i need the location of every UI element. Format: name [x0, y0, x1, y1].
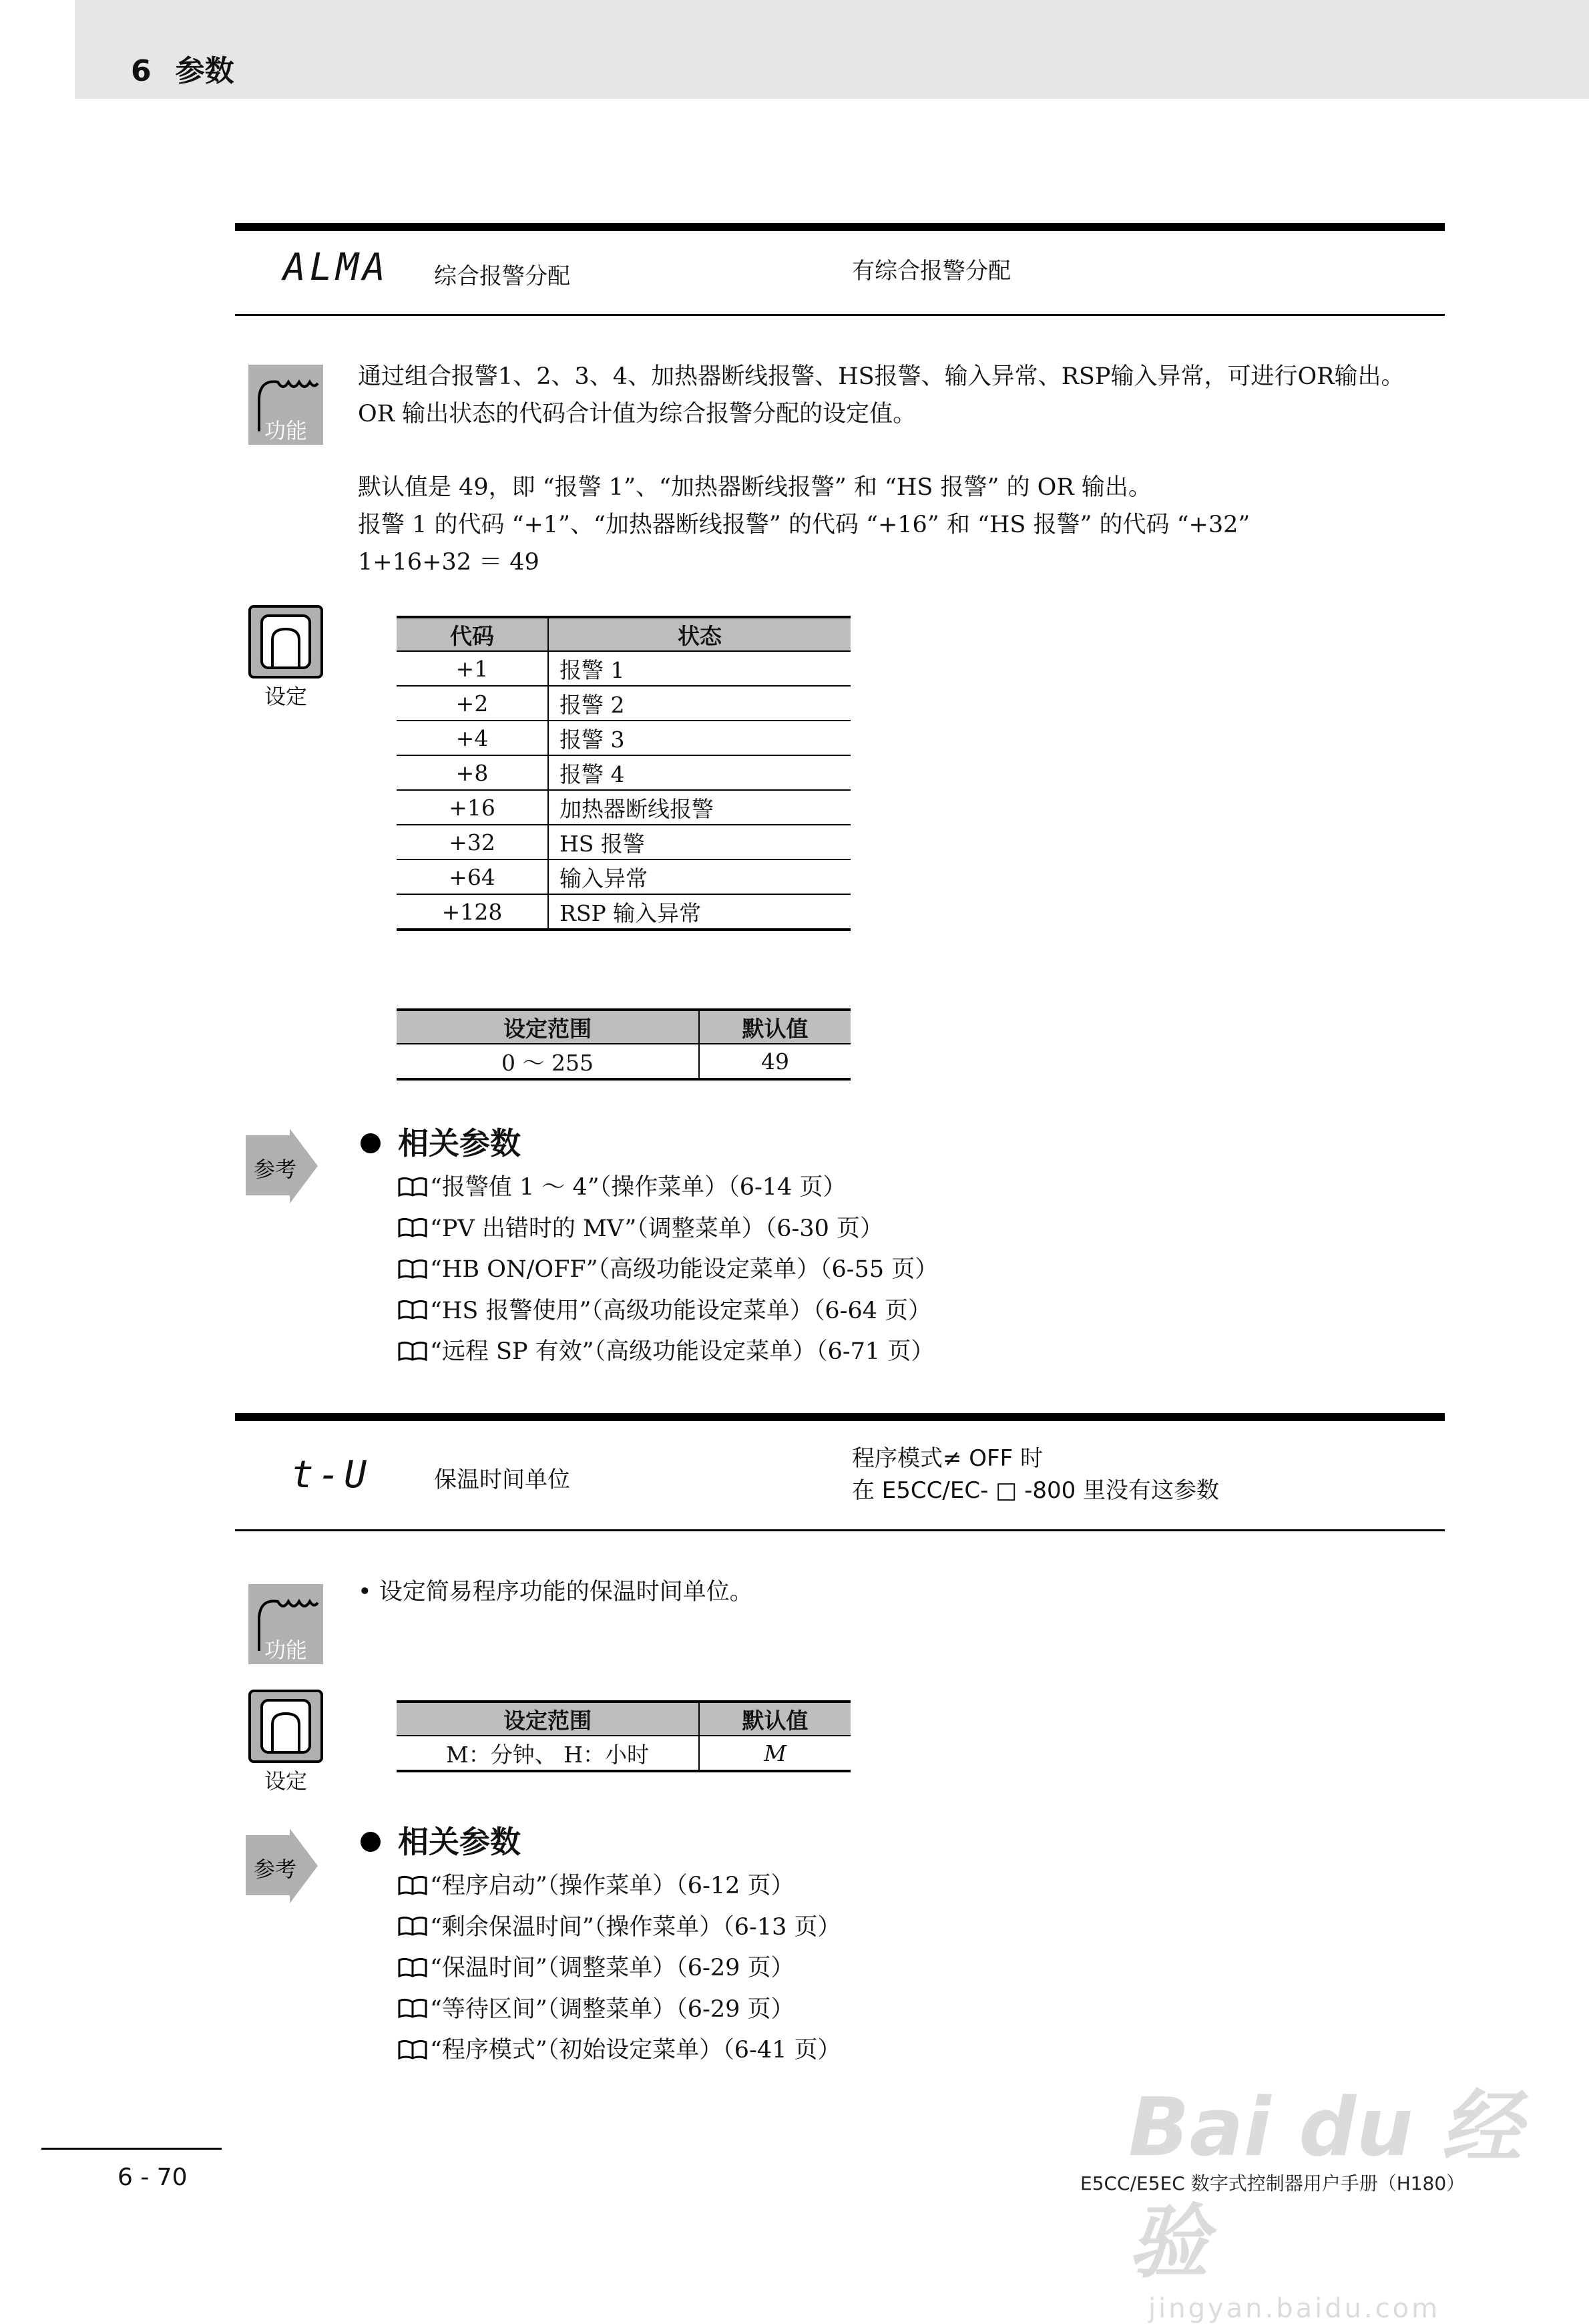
table-header-row	[397, 1702, 851, 1736]
table-row	[397, 825, 851, 859]
status-cell: 报警 1	[548, 651, 851, 686]
function-description: • 设定简易程序功能的保温时间单位。	[358, 1579, 753, 1605]
book-icon	[398, 1217, 427, 1237]
list-item[interactable]	[398, 1907, 841, 1949]
table-row	[397, 755, 851, 790]
condition-line: 程序模式≠ OFF 时	[852, 1445, 1043, 1472]
param-code-display: t-U	[291, 1453, 371, 1497]
code-cell: +64	[397, 859, 548, 894]
code-cell: +2	[397, 686, 548, 721]
default-cell: 49	[699, 1044, 851, 1079]
table-header-status: 状态	[548, 617, 851, 651]
status-cell: 报警 3	[548, 721, 851, 755]
table-header-default: 默认值	[699, 1010, 851, 1044]
code-cell: +8	[397, 755, 548, 790]
book-icon	[398, 2040, 427, 2060]
status-cell: HS 报警	[548, 825, 851, 859]
status-cell: RSP 输入异常	[548, 894, 851, 930]
related-list	[398, 1866, 841, 2072]
default-line: 报警 1 的代码 “+1”、“加热器断线报警” 的代码 “+16” 和 “HS 报警” 的代码 “+32”	[358, 512, 1251, 538]
condition-line: 在 E5CC/EC- □ -800 里没有这参数	[852, 1477, 1220, 1504]
table-header-range: 设定范围	[397, 1010, 699, 1044]
list-item[interactable]	[398, 2030, 841, 2072]
table-row	[397, 894, 851, 930]
chapter-number: 6	[131, 54, 152, 88]
watermark-url: jingyan.baidu.com	[1148, 2293, 1441, 2324]
related-link[interactable]: “PV 出错时的 MV”（调整菜单）（6-30 页）	[430, 1215, 884, 1242]
related-link[interactable]: “程序启动”（操作菜单）（6-12 页）	[430, 1873, 794, 1899]
code-cell: +1	[397, 651, 548, 686]
function-icon	[248, 1584, 323, 1664]
related-title	[361, 1818, 521, 1862]
table-header-range: 设定范围	[397, 1702, 699, 1736]
code-cell: +128	[397, 894, 548, 930]
range-default-table	[397, 1008, 851, 1081]
default-line: 默认值是 49，即 “报警 1”、“加热器断线报警” 和 “HS 报警” 的 OR 输出。	[358, 474, 1152, 501]
table-row	[397, 790, 851, 825]
book-icon	[398, 1300, 427, 1320]
reference-label: 参考	[253, 1157, 296, 1182]
list-item[interactable]	[398, 1291, 938, 1332]
setting-icon	[248, 605, 323, 712]
related-link[interactable]: “HS 报警使用”（高级功能设定菜单）（6-64 页）	[430, 1297, 932, 1324]
page-number: 6 - 70	[118, 2164, 188, 2191]
table-header-row	[397, 617, 851, 651]
param-name: 保温时间单位	[434, 1467, 570, 1493]
section-header-rule	[235, 1529, 1445, 1531]
reference-label: 参考	[253, 1857, 296, 1882]
range-default-table	[397, 1700, 851, 1772]
table-header-default: 默认值	[699, 1702, 851, 1736]
code-cell: +16	[397, 790, 548, 825]
related-title	[361, 1119, 521, 1163]
table-row	[397, 651, 851, 686]
table-row	[397, 1044, 851, 1079]
code-cell: +4	[397, 721, 548, 755]
default-explanation	[358, 469, 1250, 581]
param-condition	[852, 1442, 1219, 1507]
related-title-text: 相关参数	[398, 1125, 521, 1161]
header-band	[75, 0, 1589, 99]
watermark-brand: Bai du 经验	[1128, 2082, 1522, 2289]
book-icon	[398, 1916, 427, 1936]
related-link[interactable]: “HB ON/OFF”（高级功能设定菜单）（6-55 页）	[430, 1256, 939, 1283]
related-link[interactable]: “剩余保温时间”（操作菜单）（6-13 页）	[430, 1913, 841, 1941]
related-link[interactable]: “报警值 1 ～ 4”（操作菜单）（6-14 页）	[430, 1174, 847, 1201]
list-item[interactable]	[398, 1167, 938, 1209]
range-cell: 0 ～ 255	[397, 1044, 699, 1079]
table-row	[397, 859, 851, 894]
setting-label: 设定	[264, 1768, 307, 1794]
status-cell: 输入异常	[548, 859, 851, 894]
book-icon	[398, 1998, 427, 2018]
chapter-title: 参数	[175, 54, 234, 88]
section-header-rule	[235, 314, 1445, 316]
related-link[interactable]: “远程 SP 有效”（高级功能设定菜单）（6-71 页）	[430, 1338, 935, 1365]
related-link[interactable]: “保温时间”（调整菜单）（6-29 页）	[430, 1955, 794, 1981]
table-row	[397, 686, 851, 721]
footer-rule	[41, 2148, 222, 2150]
code-cell: +32	[397, 825, 548, 859]
related-list	[398, 1167, 938, 1373]
book-icon	[398, 1259, 427, 1279]
related-link[interactable]: “程序模式”（初始设定菜单）（6-41 页）	[430, 2037, 841, 2064]
code-status-table	[397, 616, 851, 931]
function-icon	[248, 365, 323, 445]
function-label: 功能	[264, 1637, 307, 1663]
list-item[interactable]	[398, 1332, 938, 1373]
chapter-heading	[131, 47, 234, 89]
list-item[interactable]	[398, 1209, 938, 1250]
table-header-code: 代码	[397, 617, 548, 651]
list-item[interactable]	[398, 1989, 841, 2031]
bullet-icon	[361, 1133, 381, 1153]
book-icon	[398, 1341, 427, 1361]
range-cell: M：分钟、 H：小时	[397, 1736, 699, 1771]
table-row	[397, 721, 851, 755]
status-cell: 报警 4	[548, 755, 851, 790]
table-row	[397, 1736, 851, 1771]
book-icon	[398, 1177, 427, 1197]
setting-label: 设定	[264, 684, 307, 709]
function-line: OR 输出状态的代码合计值为综合报警分配的设定值。	[358, 401, 917, 427]
section-top-rule	[235, 223, 1445, 231]
param-code-display: ALMA	[283, 246, 389, 289]
function-label: 功能	[264, 418, 307, 443]
status-cell: 加热器断线报警	[548, 790, 851, 825]
list-item[interactable]	[398, 1948, 841, 1989]
reference-icon	[246, 1129, 320, 1209]
reference-icon	[246, 1828, 320, 1909]
table-header-row	[397, 1010, 851, 1044]
manual-title: E5CC/E5EC 数字式控制器用户手册（H180）	[1080, 2172, 1465, 2194]
list-item[interactable]	[398, 1249, 938, 1291]
book-icon	[398, 1875, 427, 1895]
function-line: 通过组合报警1、2、3、4、加热器断线报警、HS报警、输入异常、RSP输入异常，可进行OR输出。	[358, 363, 1405, 390]
status-cell: 报警 2	[548, 686, 851, 721]
section-top-rule	[235, 1413, 1445, 1421]
setting-icon	[248, 1690, 323, 1796]
related-title-text: 相关参数	[398, 1824, 521, 1860]
list-item[interactable]	[398, 1866, 841, 1907]
book-icon	[398, 1957, 427, 1977]
default-cell: M	[699, 1736, 851, 1771]
param-name: 综合报警分配	[434, 263, 570, 290]
param-condition: 有综合报警分配	[852, 258, 1011, 284]
default-line: 1+16+32 ＝ 49	[358, 549, 539, 576]
function-description	[358, 358, 1405, 433]
bullet-icon	[361, 1832, 381, 1852]
related-link[interactable]: “等待区间”（调整菜单）（6-29 页）	[430, 1995, 794, 2023]
